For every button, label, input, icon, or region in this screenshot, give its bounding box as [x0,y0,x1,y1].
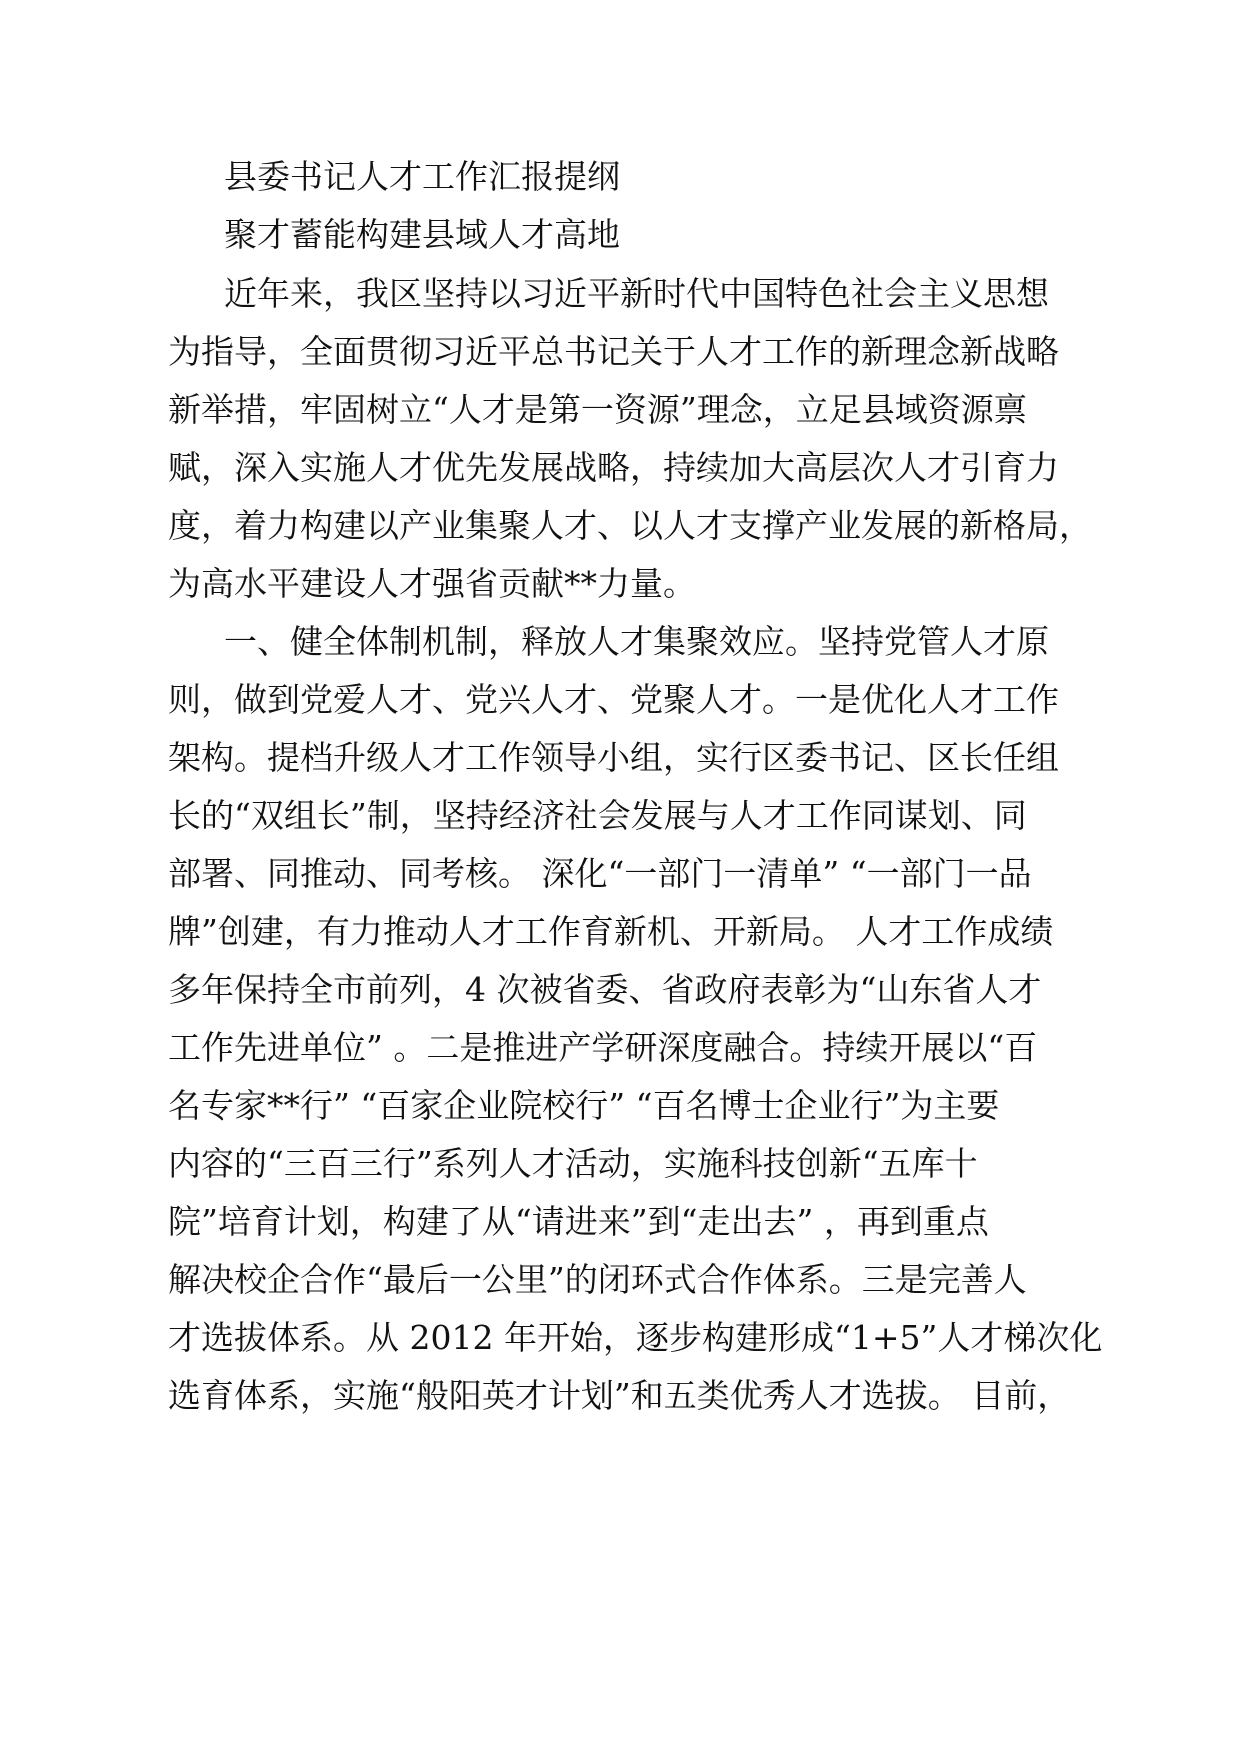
body-line: 赋，深入实施人才优先发展战略，持续加大高层次人才引育力 [168,448,1059,487]
body-line: 内容的“三百三行”系列人才活动，实施科技创新“五库十 [168,1144,978,1183]
body-line: 工作先进单位” 。二是推进产学研深度融合。持续开展以“百 [168,1028,1038,1067]
body-line: 为高水平建设人才强省贡献**力量。 [168,564,696,603]
body-line: 为指导，全面贯彻习近平总书记关于人才工作的新理念新战略 [168,332,1059,371]
body-line: 解决校企合作“最后一公里”的闭环式合作体系。三是完善人 [168,1260,1027,1299]
body-line: 多年保持全市前列，4 次被省委、省政府表彰为“山东省人才 [168,970,1042,1009]
document-title: 县委书记人才工作汇报提纲 [224,157,620,196]
body-line: 架构。提档升级人才工作领导小组，实行区委书记、区长任组 [168,738,1059,777]
body-line: 才选拔体系。从 2012 年开始，逐步构建形成“1+5”人才梯次化 [168,1318,1103,1357]
body-line: 部署、同推动、同考核。 深化“一部门一清单” “一部门一品 [168,854,1032,893]
body-line: 近年来，我区坚持以习近平新时代中国特色社会主义思想 [224,274,1049,313]
body-line: 选育体系，实施“般阳英才计划”和五类优秀人才选拔。 目前， [168,1376,1071,1415]
body-line: 新举措，牢固树立“人才是第一资源”理念，立足县域资源禀 [168,390,1027,429]
body-line: 度，着力构建以产业集聚人才、以人才支撑产业发展的新格局， [168,506,1092,545]
document-subtitle: 聚才蓄能构建县域人才高地 [224,215,620,254]
body-line: 院”培育计划，构建了从“请进来”到“走出去” ，再到重点 [168,1202,989,1241]
body-line: 一、健全体制机制，释放人才集聚效应。坚持党管人才原 [224,622,1049,661]
body-line: 则，做到党爱人才、党兴人才、党聚人才。一是优化人才工作 [168,680,1059,719]
body-line: 名专家**行” “百家企业院校行” “百名博士企业行”为主要 [168,1086,1000,1125]
body-line: 牌”创建，有力推动人才工作育新机、开新局。 人才工作成绩 [168,912,1054,951]
body-line: 长的“双组长”制，坚持经济社会发展与人才工作同谋划、同 [168,796,1027,835]
